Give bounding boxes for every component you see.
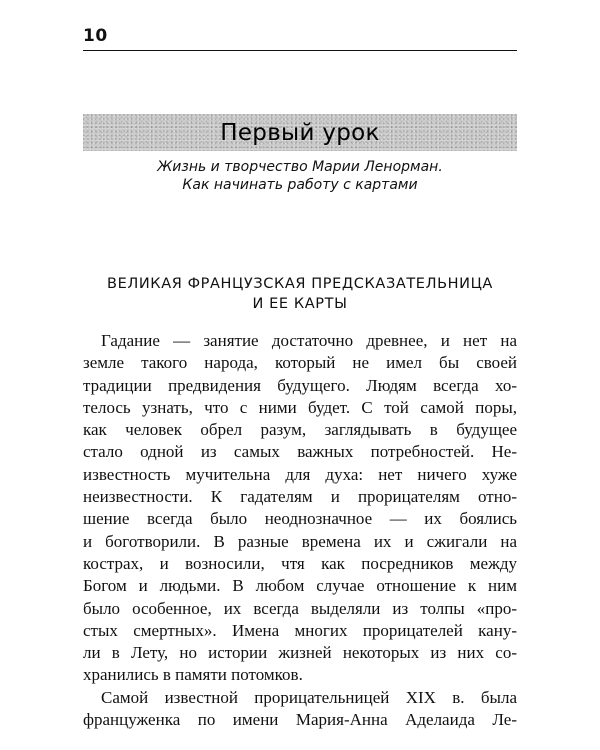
body-line: Самой известной прорицательницей XIX в. была: [101, 687, 517, 707]
body-line: Богом и людьми. В любом случае отношение к ним: [83, 576, 517, 596]
lesson-subtitle-line: Жизнь и творчество Марии Ленорман.: [157, 159, 443, 175]
lesson-banner: [83, 114, 517, 151]
body-line: ли в Лету, но истории жизней некоторых из них со-: [83, 643, 517, 663]
lesson-title: Первый урок: [220, 119, 380, 146]
body-line: стых смертных». Имена многих прорицателей кану-: [83, 620, 517, 640]
body-line: телось узнать, что с ними будет. С той самой поры,: [83, 397, 517, 417]
lesson-subtitle-line: Как начинать работу с картами: [182, 177, 418, 193]
body-line: шение всегда было неоднозначное — их боялись: [83, 509, 517, 529]
body-line: традиции предвидения будущего. Людям всегда хо-: [83, 375, 517, 395]
page-number: 10: [83, 26, 108, 46]
body-text: [83, 330, 517, 731]
body-line: как человек обрел разум, заглядывать в будущее: [83, 420, 517, 440]
body-line: француженка по имени Мария-Анна Аделаида Ле-: [83, 710, 517, 730]
header-rule: [83, 50, 517, 51]
body-line: и боготворили. В разные времена их и сжигали на: [83, 531, 517, 551]
body-line: неизвестности. К гадателям и прорицателям отно-: [83, 487, 517, 507]
section-heading-line: ВЕЛИКАЯ ФРАНЦУЗСКАЯ ПРЕДСКАЗАТЕЛЬНИЦА: [107, 276, 493, 292]
body-line: земле такого народа, который не имел бы своей: [83, 353, 517, 373]
body-line: было особенное, их всегда выделяли из толпы «про-: [83, 598, 517, 618]
section-heading-line: И ЕЕ КАРТЫ: [252, 296, 348, 312]
body-line: Гадание — занятие достаточно древнее, и нет на: [101, 331, 517, 350]
body-line: хранились в памяти потомков.: [83, 665, 303, 685]
body-line: известность мучительна для духа: нет ничего хуже: [83, 464, 517, 484]
body-line: стало одной из самых важных потребностей. Не-: [83, 442, 517, 462]
body-line: кострах, и возносили, чтя как посредников между: [83, 553, 517, 573]
